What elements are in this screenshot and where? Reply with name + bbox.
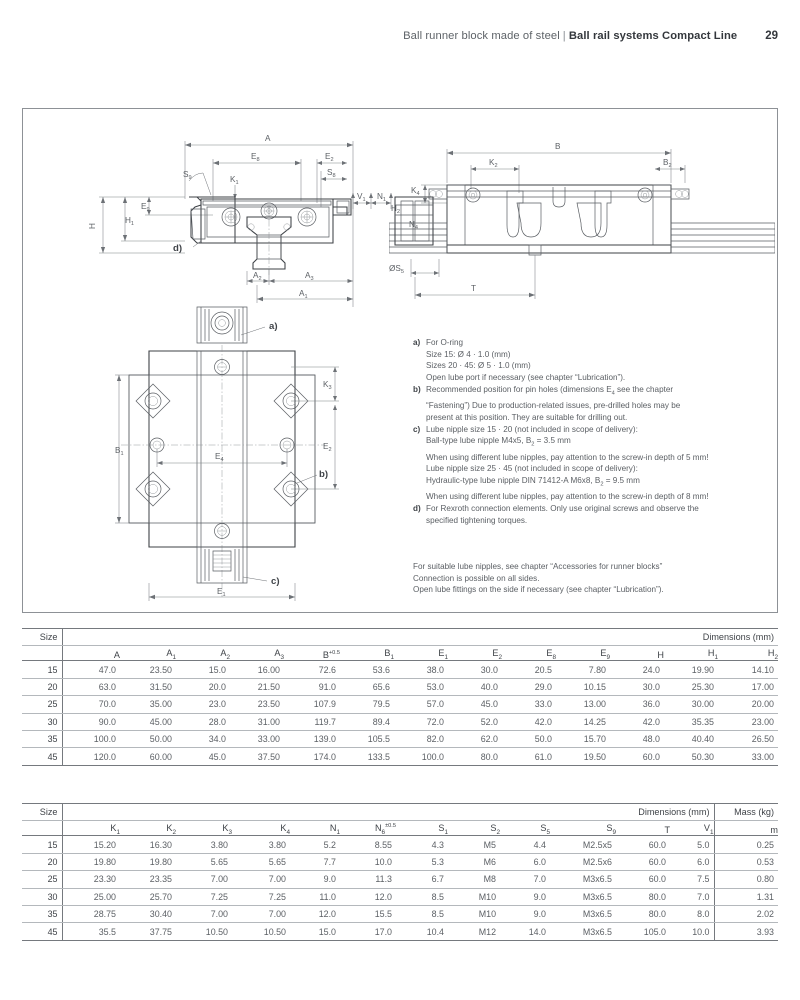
header-title [403,30,737,42]
table-row [22,661,778,678]
table2-row-0-col-0: 15.20 [62,836,120,853]
table1-row-5-col-0: 120.0 [62,748,120,765]
table2-row-2-col-11: 7.5 [670,871,714,888]
table2-row-1-size: 20 [22,853,62,870]
table1-row-2-col-10: 36.0 [610,696,664,713]
label-S9: $S_9$ [183,170,192,181]
label-E9: $E_9$ [141,202,150,213]
table2-row-4-size: 35 [22,905,62,922]
label-A: A [265,134,271,143]
table1-row-4-col-10: 48.0 [610,730,664,747]
table2-row-2-col-1: 23.35 [120,871,176,888]
table1-header-E9: $E_9$ [556,646,610,661]
table2-row-2-col-3: 7.00 [232,871,290,888]
figure-notes-tail [413,561,785,596]
table2-dimensions-group-label: Dimensions (mm) [62,804,714,821]
table1-row-0-col-11: 19.90 [664,661,718,678]
table1-row-5-col-5: 133.5 [340,748,394,765]
table2-header-size [22,821,62,836]
table2-row-4-col-8: 9.0 [500,905,550,922]
table-row [22,730,778,747]
table1-row-5-col-11: 50.30 [664,748,718,765]
table1-row-0-size: 15 [22,661,62,678]
label-H2: $H_2$ [391,204,401,215]
table2-row-3-mass: 1.31 [714,888,778,905]
table1-row-4-col-7: 62.0 [448,730,502,747]
table1-row-2-col-0: 70.0 [62,696,120,713]
table2-row-0-col-3: 3.80 [232,836,290,853]
table1-row-0-col-12: 14.10 [718,661,778,678]
figure-notes [413,337,785,526]
table2-size-group-label: Size [22,804,62,821]
note-c-line-4: Lube nipple size 25 · 45 (not included in scope of delivery): [426,464,638,474]
label-E8: $E_8$ [251,152,260,163]
note-d-line-2: specified tightening torques. [426,515,528,525]
table2-row-3-col-4: 11.0 [290,888,340,905]
table1-row-2-col-11: 30.00 [664,696,718,713]
label-K2: $K_2$ [489,158,498,169]
table1-row-3-col-1: 45.00 [120,713,176,730]
table2-row-1-col-3: 5.65 [232,853,290,870]
note-d: d) For Rexroth connection elements. Only use original screws and observe the specified tightening torques. [413,503,785,526]
table2-header-S9: $S_9$ [550,821,616,836]
drawing-longitudinal-section-view [389,119,775,305]
table2-header-T: T [616,821,670,836]
table1-row-2-col-9: 13.00 [556,696,610,713]
label-E2-plan: $E_2$ [323,442,332,453]
table2-row-1-col-4: 7.7 [290,853,340,870]
table1-row-0-col-5: 53.6 [340,661,394,678]
table2-row-1-col-9: M2.5x6 [550,853,616,870]
label-N4: $N_4$ [409,220,419,231]
table1-row-2-col-2: 23.0 [176,696,230,713]
table2-row-4-col-1: 30.40 [120,905,176,922]
table2-header-S5: $S_5$ [500,821,550,836]
table1-row-2-col-7: 45.0 [448,696,502,713]
table2-header-S1: $S_1$ [396,821,448,836]
table1-header-A: A [62,646,120,661]
table1-row-1-col-0: 63.0 [62,678,120,695]
table2-row-0-col-1: 16.30 [120,836,176,853]
note-b-line-3: present at this position. They are suitable for drilling out. [426,412,628,422]
table2-row-3-col-1: 25.70 [120,888,176,905]
table2-row-5-col-1: 37.75 [120,923,176,940]
table1-row-4-col-8: 50.0 [502,730,556,747]
table2-row-2-col-0: 23.30 [62,871,120,888]
table2-row-5-mass: 3.93 [714,923,778,940]
table2-row-3-col-9: M3x6.5 [550,888,616,905]
table1-group-header-row [22,629,778,646]
table2-row-5-col-8: 14.0 [500,923,550,940]
table2-row-0-col-11: 5.0 [670,836,714,853]
table1-row-1-col-11: 25.30 [664,678,718,695]
table1-row-1-col-6: 53.0 [394,678,448,695]
table1-row-2-col-1: 35.00 [120,696,176,713]
table2-row-4-col-2: 7.00 [176,905,232,922]
table2-row-1-col-6: 5.3 [396,853,448,870]
table1-row-0-col-3: 16.00 [230,661,284,678]
note-a-line-3: Sizes 20 · 45: Ø 5 · 1.0 (mm) [426,361,531,371]
table2-row-5-col-9: M3x6.5 [550,923,616,940]
table1-row-5-col-12: 33.00 [718,748,778,765]
table1-row-3-col-0: 90.0 [62,713,120,730]
table2-row-2-col-10: 60.0 [616,871,670,888]
table2-row-1-col-10: 60.0 [616,853,670,870]
table2-row-0-col-8: 4.4 [500,836,550,853]
table1-row-1-col-4: 91.0 [284,678,340,695]
table2-header-K3: $K_3$ [176,821,232,836]
table1-row-4-size: 35 [22,730,62,747]
table1-header-E8: $E_8$ [502,646,556,661]
label-T: T [471,284,477,293]
table1-row-1-col-9: 10.15 [556,678,610,695]
table1-header-B: $B^{+0.5}$ [284,646,340,661]
table2-header-K4: $K_4$ [232,821,290,836]
header-left-text: Ball runner block made of steel [403,30,560,42]
header-bold-text: Ball rail systems Compact Line [568,30,738,42]
table1-dimensions-group-label: Dimensions (mm) [62,629,778,646]
label-H: H [88,223,97,229]
note-a-line-1: For O-ring [426,338,464,347]
table2-row-1-col-0: 19.80 [62,853,120,870]
table1-row-0-col-4: 72.6 [284,661,340,678]
table2-row-4-col-10: 80.0 [616,905,670,922]
note-c-line-6: When using different lube nipples, pay attention to the screw-in depth of 8 mm! [426,492,709,502]
note-a: a) For O-ring Size 15: Ø 4 · 1.0 (mm) Sizes 20 · 45: Ø 5 · 1.0 (mm) Open lube port if necessary (see chapter “Lubrication”). [413,337,785,384]
table2-header-N6: $N_6^{\pm 0.5}$ [340,821,396,836]
table2-row-5-col-11: 10.0 [670,923,714,940]
table2-row-2-col-5: 11.3 [340,871,396,888]
label-N1: $N_1$ [377,192,387,203]
table2-row-1-mass: 0.53 [714,853,778,870]
table1-row-3-col-7: 52.0 [448,713,502,730]
table1-row-4-col-12: 26.50 [718,730,778,747]
table1-row-0-col-6: 38.0 [394,661,448,678]
table1-row-2-col-5: 79.5 [340,696,394,713]
table1-row-0-col-10: 24.0 [610,661,664,678]
label-K3: $K_3$ [323,380,332,391]
table2-row-0-col-6: 4.3 [396,836,448,853]
dimensions-table-2-wrapper [22,803,778,941]
table1-row-5-col-6: 100.0 [394,748,448,765]
table1-row-4-col-3: 33.00 [230,730,284,747]
notes-tail-line-2: Connection is possible on all sides. [413,573,540,583]
table2-row-2-col-9: M3x6.5 [550,871,616,888]
table2-row-4-col-6: 8.5 [396,905,448,922]
lube-nipple-right [671,189,689,199]
table2-row-3-col-11: 7.0 [670,888,714,905]
table1-header-E2: $E_2$ [448,646,502,661]
label-A1: $A_1$ [299,289,308,300]
callout-a: a) [269,321,278,332]
table2-row-1-col-11: 6.0 [670,853,714,870]
dimensions-table-2 [22,803,778,941]
dimensions-table-1 [22,628,778,766]
table2-row-5-col-2: 10.50 [176,923,232,940]
notes-tail-line-3: Open lube fittings on the side if necessary (see chapter “Lubrication”). [413,585,664,595]
table1-row-5-col-2: 45.0 [176,748,230,765]
technical-drawing-frame [22,108,778,613]
table2-row-5-col-6: 10.4 [396,923,448,940]
table1-row-4-col-11: 40.40 [664,730,718,747]
table1-row-2-col-4: 107.9 [284,696,340,713]
table2-row-4-col-5: 15.5 [340,905,396,922]
table2-row-1-col-1: 19.80 [120,853,176,870]
table2-row-5-col-3: 10.50 [232,923,290,940]
table1-row-5-col-4: 174.0 [284,748,340,765]
table1-row-1-col-5: 65.6 [340,678,394,695]
table2-header-V1: $V_1$ [670,821,714,836]
table1-row-5-size: 45 [22,748,62,765]
callout-b: b) [319,469,329,480]
table-row [22,871,778,888]
note-b-line-1: Recommended position for pin holes (dimensions $E_4$ see the chapter [426,384,674,397]
bolt-section-left [466,188,480,202]
table1-header-A1: $A_1$ [120,646,176,661]
table2-row-0-col-2: 3.80 [176,836,232,853]
table2-row-5-col-10: 105.0 [616,923,670,940]
table1-column-header-row [22,646,778,661]
table1-row-0-col-0: 47.0 [62,661,120,678]
table1-row-2-size: 25 [22,696,62,713]
table2-row-4-col-9: M3x6.5 [550,905,616,922]
table2-row-2-col-2: 7.00 [176,871,232,888]
table1-header-size [22,646,62,661]
table1-row-0-col-2: 15.0 [176,661,230,678]
table1-row-4-col-0: 100.0 [62,730,120,747]
table2-row-5-col-7: M12 [448,923,500,940]
table1-row-3-col-9: 14.25 [556,713,610,730]
table1-row-3-col-3: 31.00 [230,713,284,730]
bolt-head-left [222,208,240,226]
table-row [22,836,778,853]
table1-row-5-col-7: 80.0 [448,748,502,765]
table1-header-A2: $A_2$ [176,646,230,661]
table1-header-H1: $H_1$ [664,646,718,661]
table-row [22,905,778,922]
table1-header-H2: $H_2$ [718,646,778,661]
table2-row-3-size: 30 [22,888,62,905]
page-number: 29 [765,30,778,42]
table2-header-N1: $N_1$ [290,821,340,836]
table1-row-1-col-12: 17.00 [718,678,778,695]
drawing-plan-view [101,305,401,605]
table-row [22,853,778,870]
table2-row-0-col-7: M5 [448,836,500,853]
table1-header-E1: $E_1$ [394,646,448,661]
table1-row-2-col-8: 33.0 [502,696,556,713]
note-c-line-3: When using different lube nipples, pay attention to the screw-in depth of 5 mm! [426,452,709,462]
table1-row-3-col-11: 35.35 [664,713,718,730]
table-row [22,678,778,695]
table-row [22,696,778,713]
table2-header-S2: $S_2$ [448,821,500,836]
note-c-line-1: Lube nipple size 15 · 20 (not included in scope of delivery): [426,424,638,434]
table-row [22,923,778,940]
table2-group-header-row [22,804,778,821]
table2-row-4-col-7: M10 [448,905,500,922]
table1-row-5-col-10: 60.0 [610,748,664,765]
table2-row-0-size: 15 [22,836,62,853]
table1-row-4-col-9: 15.70 [556,730,610,747]
table2-row-3-col-6: 8.5 [396,888,448,905]
note-a-line-2: Size 15: Ø 4 · 1.0 (mm) [426,349,511,359]
table1-row-1-col-1: 31.50 [120,678,176,695]
header-separator: | [562,30,566,42]
label-B: B [555,142,561,151]
table1-row-2-col-3: 23.50 [230,696,284,713]
table1-row-5-col-3: 37.50 [230,748,284,765]
table1-row-1-col-8: 29.0 [502,678,556,695]
note-d-line-1: For Rexroth connection elements. Only use original screws and observe the [426,504,699,514]
table2-mass-group-label: Mass (kg) [714,804,778,821]
table2-row-4-col-4: 12.0 [290,905,340,922]
table2-column-header-row [22,821,778,836]
label-diameter-S5: $ØS_5$ [389,264,404,275]
callout-d: d) [173,243,183,254]
table1-row-4-col-5: 105.5 [340,730,394,747]
table2-row-2-size: 25 [22,871,62,888]
table1-row-3-col-6: 72.0 [394,713,448,730]
table2-row-2-mass: 0.80 [714,871,778,888]
note-c-line-5: Hydraulic-type lube nipple DIN 71412-A M6x8, $B_2 = 9.5$ mm [426,475,640,488]
table2-row-3-col-5: 12.0 [340,888,396,905]
table1-row-3-col-12: 23.00 [718,713,778,730]
table2-row-0-col-5: 8.55 [340,836,396,853]
table1-row-4-col-2: 34.0 [176,730,230,747]
table2-row-1-col-5: 10.0 [340,853,396,870]
table1-header-A3: $A_3$ [230,646,284,661]
pin-hole-top-left [136,384,170,418]
dimensions-table-1-wrapper [22,628,778,766]
page-header [0,0,800,72]
table1-row-1-col-3: 21.50 [230,678,284,695]
note-b-line-2: “Fastening”) Due to production-related issues, pre-drilled holes may be [426,401,681,411]
table1-row-2-col-12: 20.00 [718,696,778,713]
oring-port-top [211,312,233,334]
table1-row-1-col-10: 30.0 [610,678,664,695]
table2-row-3-col-2: 7.25 [176,888,232,905]
label-E1: $E_1$ [217,587,226,598]
table1-row-5-col-1: 60.00 [120,748,176,765]
table2-row-4-col-0: 28.75 [62,905,120,922]
table2-row-3-col-7: M10 [448,888,500,905]
label-V1: $V_1$ [357,192,366,203]
table2-header-K1: $K_1$ [62,821,120,836]
label-B2: $B_2$ [663,158,672,169]
table1-row-4-col-1: 50.00 [120,730,176,747]
label-A3: $A_3$ [305,271,314,282]
table1-row-0-col-1: 23.50 [120,661,176,678]
table1-row-3-size: 30 [22,713,62,730]
callout-c: c) [271,576,280,587]
table1-row-4-col-6: 82.0 [394,730,448,747]
table2-row-0-mass: 0.25 [714,836,778,853]
table2-row-5-col-0: 35.5 [62,923,120,940]
table2-row-5-col-4: 15.0 [290,923,340,940]
label-K4: $K_4$ [411,186,420,197]
label-A2: $A_2$ [253,271,262,282]
table1-header-B1: $B_1$ [340,646,394,661]
table2-row-3-col-8: 9.0 [500,888,550,905]
table1-size-group-label: Size [22,629,62,646]
table-row [22,748,778,765]
note-b: b) Recommended position for pin holes (dimensions $E_4$ see the chapter “Fastening”) Due to production-related issues, pre-drilled holes may be present at this position. They are suitable for drilling out. [413,384,785,424]
table2-row-5-size: 45 [22,923,62,940]
table1-row-3-col-8: 42.0 [502,713,556,730]
table2-header-mass: m [714,821,778,836]
table2-row-4-col-11: 8.0 [670,905,714,922]
note-a-line-4: Open lube port if necessary (see chapter “Lubrication”). [426,373,626,383]
table2-row-1-col-2: 5.65 [176,853,232,870]
table2-row-0-col-10: 60.0 [616,836,670,853]
table2-row-0-col-4: 5.2 [290,836,340,853]
table1-header-H: H [610,646,664,661]
table1-row-3-col-10: 42.0 [610,713,664,730]
notes-tail-line-1: For suitable lube nipples, see chapter “Accessories for runner blocks” [413,562,663,571]
table1-row-1-col-2: 20.0 [176,678,230,695]
label-K1: $K_1$ [230,175,239,186]
table1-row-0-col-8: 20.5 [502,661,556,678]
note-c: c) Lube nipple size 15 · 20 (not included in scope of delivery): Ball-type lube nipple M4x5, $B_2 = 3.5$ mm When using different lube nipples, pay attention to the screw-in depth of 5 mm! Lube nipple size 25 · 45 (not included in scope of delivery): Hydraulic-type lube nipple DIN 71412-A M6x8, $B_2 = 9.5$ mm When using different lube nipples, pay attention to the screw-in depth of 8 mm! [413,424,785,503]
table2-row-3-col-10: 80.0 [616,888,670,905]
bolt-section-right [638,188,652,202]
note-c-line-2: Ball-type lube nipple M4x5, $B_2 = 3.5$ mm [426,436,571,448]
table2-row-2-col-7: M8 [448,871,500,888]
table1-row-3-col-5: 89.4 [340,713,394,730]
table2-row-4-col-3: 7.00 [232,905,290,922]
table1-row-4-col-4: 139.0 [284,730,340,747]
table1-row-1-size: 20 [22,678,62,695]
table2-row-5-col-5: 17.0 [340,923,396,940]
table2-row-1-col-8: 6.0 [500,853,550,870]
table2-row-2-col-6: 6.7 [396,871,448,888]
table2-row-1-col-7: M6 [448,853,500,870]
table1-row-1-col-7: 40.0 [448,678,502,695]
label-B1: $B_1$ [115,446,124,457]
label-E2: $E_2$ [325,152,334,163]
table2-header-K2: $K_2$ [120,821,176,836]
bolt-head-right [298,208,316,226]
table1-row-5-col-8: 61.0 [502,748,556,765]
table1-row-2-col-6: 57.0 [394,696,448,713]
table-row [22,713,778,730]
label-S8: $S_8$ [327,168,336,179]
table2-row-4-mass: 2.02 [714,905,778,922]
table2-row-0-col-9: M2.5x5 [550,836,616,853]
label-E4: $E_4$ [215,452,224,463]
table2-row-3-col-3: 7.25 [232,888,290,905]
table1-row-5-col-9: 19.50 [556,748,610,765]
table1-row-0-col-9: 7.80 [556,661,610,678]
table2-row-2-col-8: 7.0 [500,871,550,888]
table2-row-2-col-4: 9.0 [290,871,340,888]
table1-row-0-col-7: 30.0 [448,661,502,678]
table1-row-3-col-2: 28.0 [176,713,230,730]
table1-row-3-col-4: 119.7 [284,713,340,730]
table-row [22,888,778,905]
table2-row-3-col-0: 25.00 [62,888,120,905]
label-H1: $H_1$ [125,216,135,227]
pin-hole-bottom-left [136,472,170,506]
